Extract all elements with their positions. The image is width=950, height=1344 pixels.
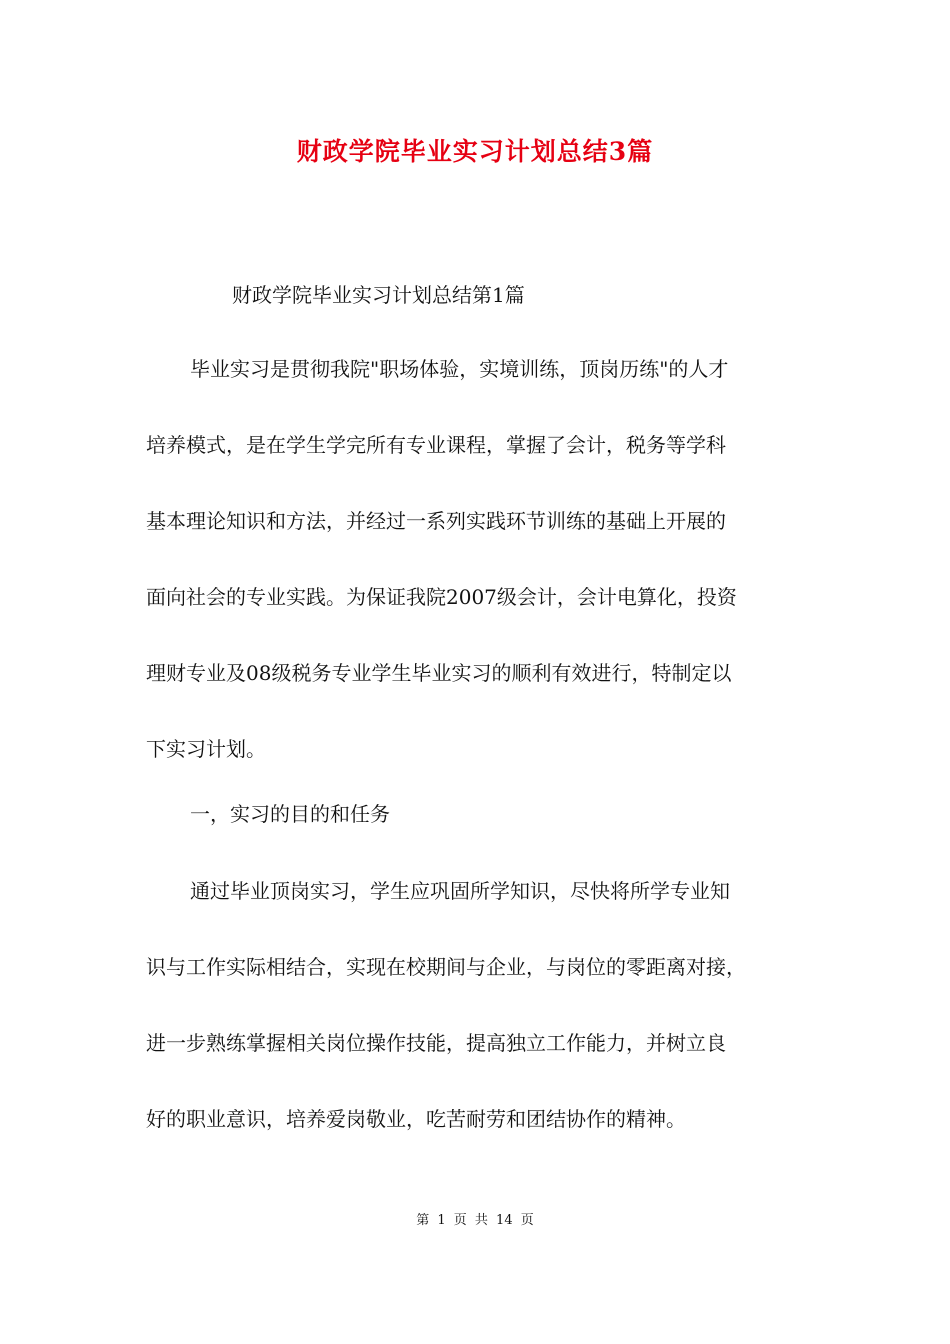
- paragraph-line: 下实习计划。: [146, 737, 266, 761]
- paragraph-line: 基本理论知识和方法，并经过一系列实践环节训练的基础上开展的: [146, 509, 726, 533]
- paragraph-line: 毕业实习是贯彻我院"职场体验，实境训练，顶岗历练"的人才: [190, 357, 729, 381]
- page-footer: 第 1 页 共 14 页: [416, 1213, 534, 1228]
- paragraph-internship-intro: [146, 331, 836, 787]
- document-title: 财政学院毕业实习计划总结3篇: [296, 137, 654, 166]
- paragraph-line: 进一步熟练掌握相关岗位操作技能，提高独立工作能力，并树立良: [146, 1031, 726, 1055]
- paragraph-line: 好的职业意识，培养爱岗敬业，吃苦耐劳和团结协作的精神。: [146, 1107, 686, 1131]
- section-heading: 一，实习的目的和任务: [190, 802, 390, 826]
- paragraph-line: 培养模式，是在学生学完所有专业课程，掌握了会计，税务等学科: [146, 433, 726, 457]
- paragraph-line: 理财专业及08级税务专业学生毕业实习的顺利有效进行，特制定以: [146, 661, 732, 685]
- paragraph-line: 识与工作实际相结合，实现在校期间与企业，与岗位的零距离对接，: [146, 955, 746, 979]
- paragraph-line: 通过毕业顶岗实习，学生应巩固所学知识，尽快将所学专业知: [190, 879, 730, 903]
- article-subheading: 财政学院毕业实习计划总结第1篇: [232, 283, 525, 307]
- paragraph-line: 面向社会的专业实践。为保证我院2007级会计，会计电算化，投资: [146, 585, 737, 609]
- paragraph-purpose: [146, 853, 836, 1157]
